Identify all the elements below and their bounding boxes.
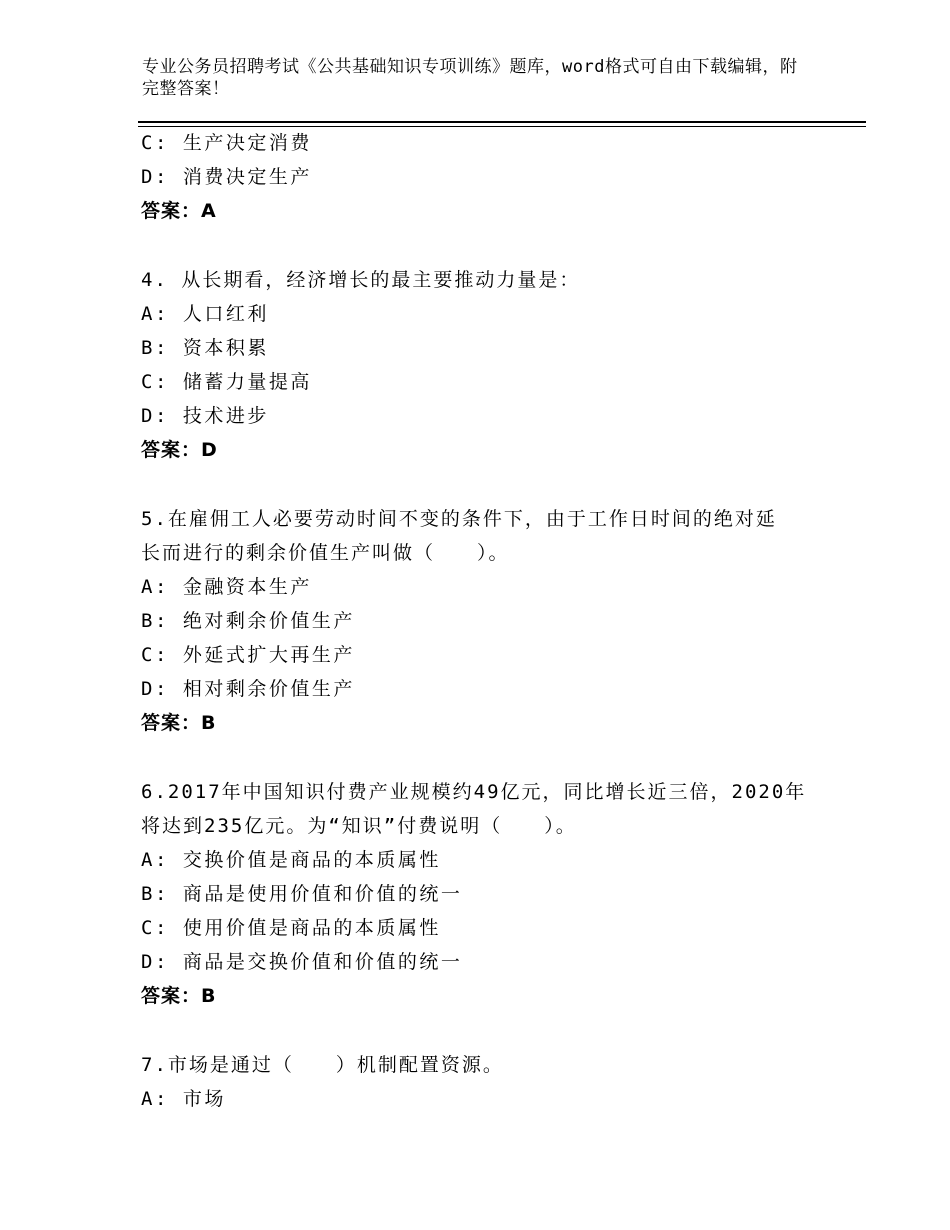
question-5-option-b: B: 绝对剩余价值生产 — [141, 610, 355, 632]
header-divider-thick — [138, 121, 866, 123]
question-6-option-b: B: 商品是使用价值和价值的统一 — [141, 883, 463, 905]
question-5-option-a: A: 金融资本生产 — [141, 576, 312, 598]
question-4-answer: 答案：D — [141, 439, 218, 461]
question-5-stem-line-2: 长而进行的剩余价值生产叫做（ ）。 — [141, 542, 510, 564]
question-5-option-c: C: 外延式扩大再生产 — [141, 644, 355, 666]
question-4-option-c: C: 储蓄力量提高 — [141, 371, 312, 393]
question-6-answer: 答案：B — [141, 985, 217, 1007]
question-5-option-d: D: 相对剩余价值生产 — [141, 678, 355, 700]
question-6-option-a: A: 交换价值是商品的本质属性 — [141, 849, 441, 871]
question-7-stem: 7.市场是通过（ ）机制配置资源。 — [141, 1054, 504, 1076]
answer-line: 答案：A — [141, 200, 217, 222]
header-divider-thin — [138, 126, 866, 127]
question-7-option-a: A: 市场 — [141, 1088, 226, 1110]
option-d: D: 消费决定生产 — [141, 166, 312, 188]
question-6-option-d: D: 商品是交换价值和价值的统一 — [141, 951, 463, 973]
question-4-option-d: D: 技术进步 — [141, 405, 269, 427]
question-6-stem-line-1: 6.2017年中国知识付费产业规模约49亿元，同比增长近三倍，2020年 — [141, 781, 807, 803]
question-4-stem: 4. 从长期看，经济增长的最主要推动力量是： — [141, 269, 581, 291]
option-c: C: 生产决定消费 — [141, 132, 312, 154]
question-6-stem-line-2: 将达到235亿元。为“知识”付费说明（ ）。 — [141, 815, 577, 837]
question-6-option-c: C: 使用价值是商品的本质属性 — [141, 917, 441, 939]
question-5-answer: 答案：B — [141, 712, 217, 734]
question-4-option-a: A: 人口红利 — [141, 303, 269, 325]
page-header: 专业公务员招聘考试《公共基础知识专项训练》题库，word格式可自由下载编辑，附完整答案！ — [142, 57, 798, 99]
question-4-option-b: B: 资本积累 — [141, 337, 269, 359]
question-5-stem-line-1: 5.在雇佣工人必要劳动时间不变的条件下，由于工作日时间的绝对延 — [141, 508, 777, 530]
